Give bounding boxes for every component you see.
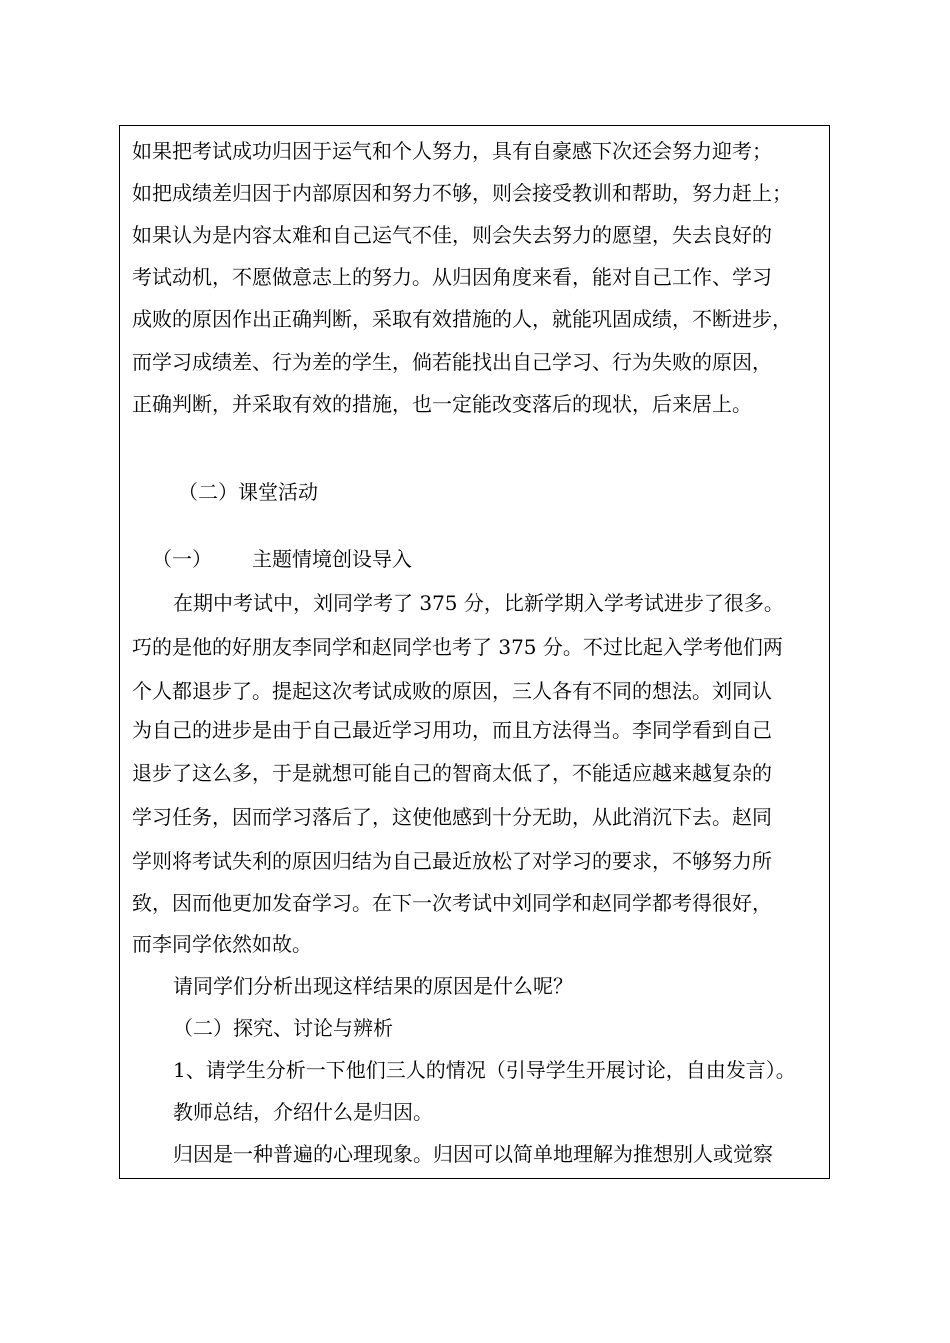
paragraph-line: 成败的原因作出正确判断，采取有效措施的人，就能巩固成绩，不断进步， bbox=[132, 307, 792, 331]
story-line: 而李同学依然如故。 bbox=[132, 932, 312, 956]
subsection-number: （一） bbox=[152, 547, 212, 571]
paragraph-line: 考试动机，不愿做意志上的努力。从归因角度来看，能对自己工作、学习 bbox=[132, 265, 772, 289]
list-item: 1、请学生分析一下他们三人的情况（引导学生开展讨论，自由发言）。 bbox=[173, 1058, 796, 1082]
story-line: 退步了这么多，于是就想可能自己的智商太低了，不能适应越来越复杂的 bbox=[132, 761, 772, 785]
story-line: 致，因而他更加发奋学习。在下一次考试中刘同学和赵同学都考得很好， bbox=[132, 891, 772, 915]
section-heading: （二）课堂活动 bbox=[178, 480, 318, 504]
question-text: 请同学们分析出现这样结果的原因是什么呢？ bbox=[173, 974, 573, 998]
story-line: 在期中考试中，刘同学考了 375 分，比新学期入学考试进步了很多。 bbox=[173, 591, 784, 615]
subsection-heading bbox=[152, 544, 412, 574]
story-line: 个人都退步了。提起这次考试成败的原因，三人各有不同的想法。刘同认 bbox=[132, 679, 772, 703]
paragraph-line: 而学习成绩差、行为差的学生，倘若能找出自己学习、行为失败的原因， bbox=[132, 350, 772, 374]
paragraph-line: 如果把考试成功归因于运气和个人努力，具有自豪感下次还会努力迎考； bbox=[132, 139, 772, 163]
story-line: 巧的是他的好朋友李同学和赵同学也考了 375 分。不过比起入学考他们两 bbox=[132, 635, 783, 659]
paragraph-line: 如果认为是内容太难和自己运气不佳，则会失去努力的愿望，失去良好的 bbox=[132, 223, 772, 247]
definition-text: 归因是一种普遍的心理现象。归因可以简单地理解为推想别人或觉察 bbox=[173, 1142, 773, 1166]
paragraph-line: 正确判断，并采取有效的措施，也一定能改变落后的现状，后来居上。 bbox=[132, 392, 752, 416]
story-line: 学习任务，因而学习落后了，这使他感到十分无助，从此消沉下去。赵同 bbox=[132, 805, 772, 829]
subsection-title: 主题情境创设导入 bbox=[252, 547, 412, 571]
story-line: 学则将考试失利的原因归结为自己最近放松了对学习的要求，不够努力所 bbox=[132, 849, 772, 873]
paragraph-line: 如把成绩差归因于内部原因和努力不够，则会接受教训和帮助，努力赶上； bbox=[132, 181, 792, 205]
subsection-heading: （二）探究、讨论与辨析 bbox=[173, 1016, 393, 1040]
summary-text: 教师总结，介绍什么是归因。 bbox=[173, 1100, 433, 1124]
story-line: 为自己的进步是由于自己最近学习用功，而且方法得当。李同学看到自己 bbox=[132, 718, 772, 742]
